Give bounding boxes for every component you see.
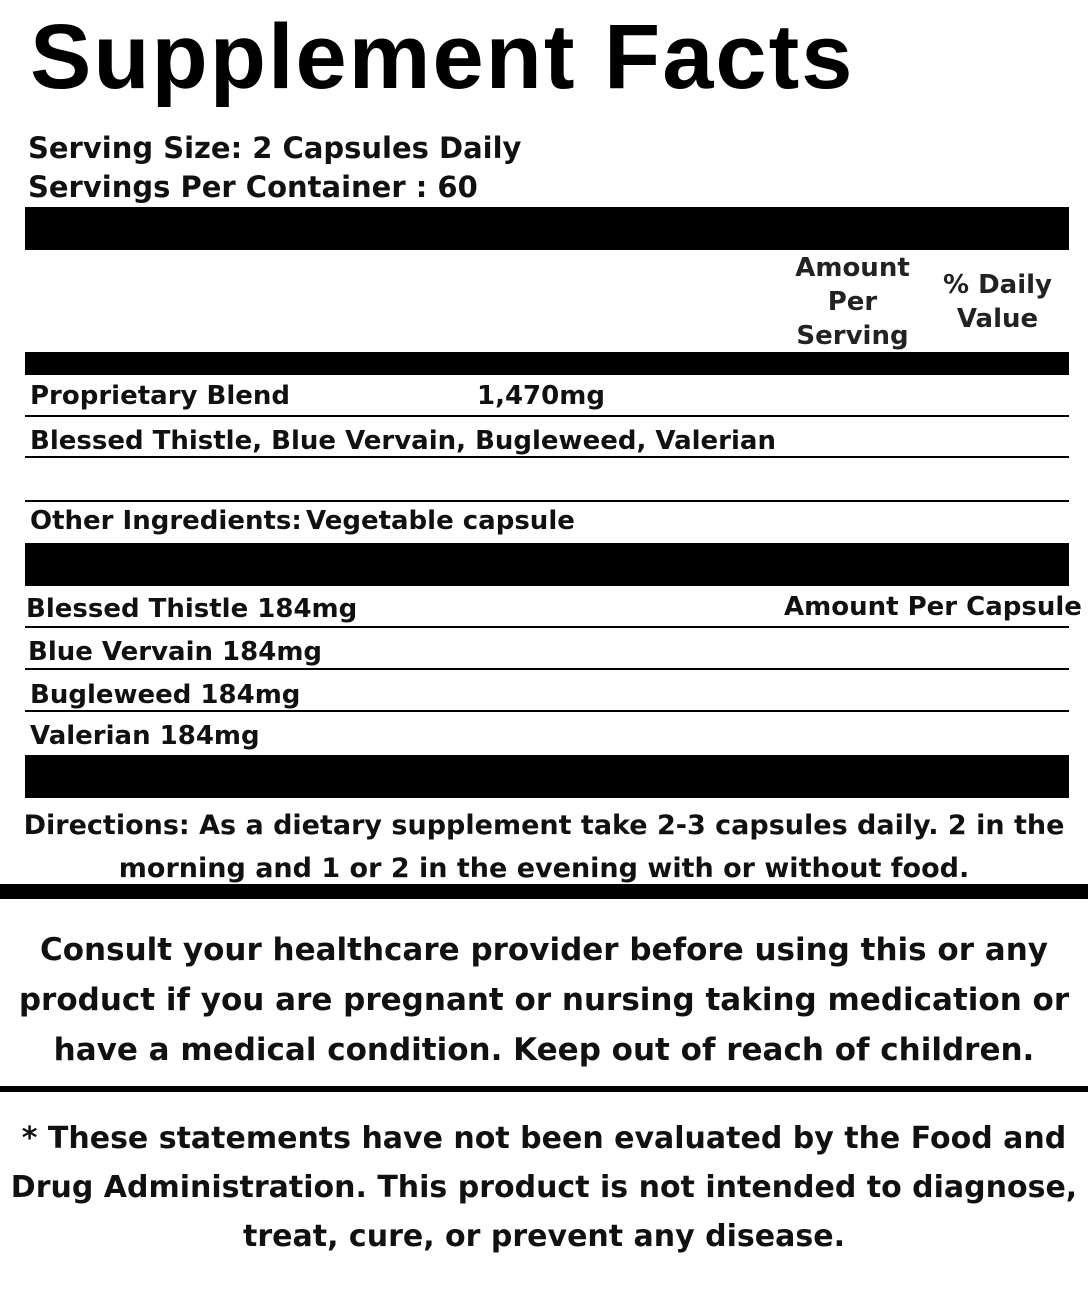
thick-divider-header [25, 352, 1069, 375]
serving-size: Serving Size: 2 Capsules Daily [28, 131, 522, 165]
warning-line: Consult your healthcare provider before using this or any [40, 932, 1048, 968]
daily-value-header-line: Value [956, 304, 1039, 334]
capsule-item: Blessed Thistle 184mg [26, 594, 358, 624]
disclaimer-line: * These statements have not been evaluated by the Food and [21, 1121, 1067, 1156]
blend-ingredients: Blessed Thistle, Blue Vervain, Bugleweed, Valerian [30, 426, 776, 456]
thick-divider-top [25, 207, 1069, 250]
row-divider [25, 668, 1069, 670]
warning-line: product if you are pregnant or nursing taking medication or [18, 982, 1070, 1018]
disclaimer-line: Drug Administration. This product is not intended to diagnose, [10, 1170, 1078, 1205]
fda-disclaimer [0, 1114, 1088, 1261]
other-ingredients-value: Vegetable capsule [306, 506, 575, 536]
servings-per-container: Servings Per Container : 60 [28, 170, 478, 204]
warning-line: have a medical condition. Keep out of reach of children. [53, 1032, 1035, 1068]
blend-name: Proprietary Blend [30, 381, 290, 411]
amount-header-line: Per [827, 287, 878, 317]
other-ingredients-label: Other Ingredients: [30, 506, 302, 536]
row-divider [25, 415, 1069, 417]
row-divider [25, 500, 1069, 502]
amount-per-serving-header [780, 251, 925, 353]
amount-per-capsule-header: Amount Per Capsule [784, 592, 1082, 622]
amount-header-line: Amount [795, 253, 910, 283]
directions-line: morning and 1 or 2 in the evening with or without food. [118, 853, 970, 884]
row-divider [25, 456, 1069, 458]
disclaimer-line: treat, cure, or prevent any disease. [243, 1219, 845, 1254]
full-width-divider-thin [0, 1086, 1088, 1092]
daily-value-header-line: % Daily [942, 270, 1052, 300]
blend-amount: 1,470mg [477, 381, 605, 411]
row-divider [25, 626, 1069, 628]
row-divider [25, 710, 1069, 712]
capsule-item: Valerian 184mg [30, 721, 260, 751]
amount-header-line: Serving [796, 321, 909, 351]
directions [0, 804, 1088, 890]
thick-divider-bottom [25, 755, 1069, 798]
directions-line: Directions: As a dietary supplement take 2-3 capsules daily. 2 in the [23, 810, 1065, 841]
thick-divider-middle [25, 543, 1069, 586]
full-width-divider [0, 884, 1088, 899]
capsule-item: Blue Vervain 184mg [28, 637, 323, 667]
page-title: Supplement Facts [30, 6, 855, 108]
daily-value-header [925, 268, 1070, 336]
capsule-item: Bugleweed 184mg [30, 680, 301, 710]
warning-text [0, 925, 1088, 1075]
